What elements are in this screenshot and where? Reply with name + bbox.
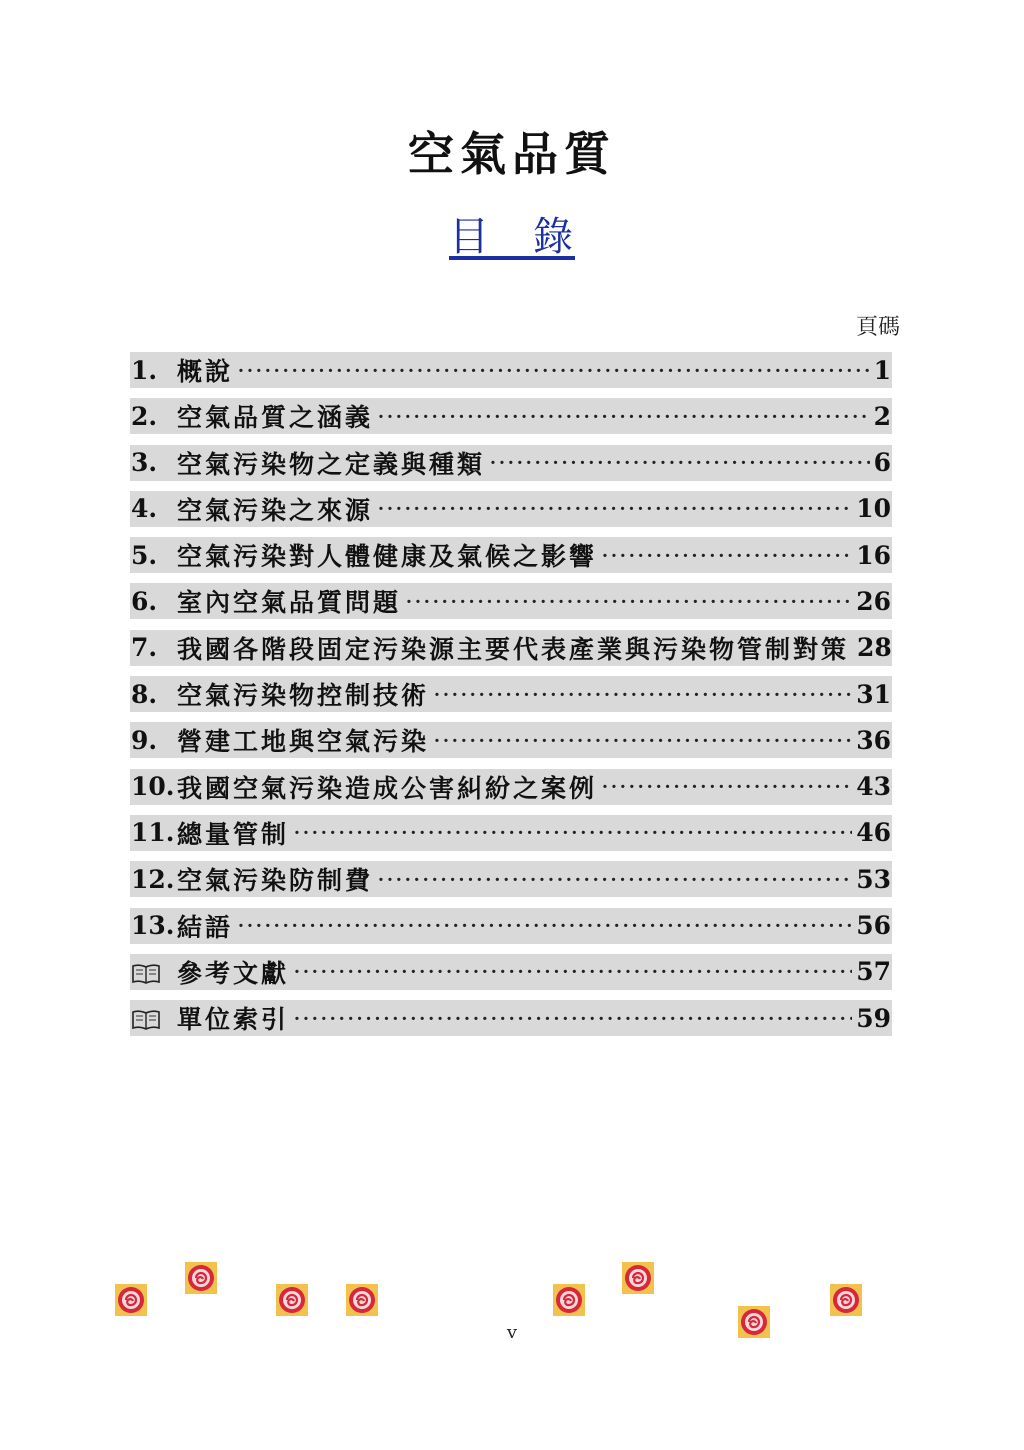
- dot-leader: [293, 818, 852, 847]
- toc-row[interactable]: [130, 722, 892, 758]
- dot-leader: [293, 1004, 852, 1033]
- toc-title: 營建工地與空氣污染: [177, 727, 430, 757]
- dot-leader: [237, 911, 852, 940]
- toc-title: 空氣污染防制費: [177, 866, 374, 896]
- toc-page-number: 43: [856, 772, 891, 802]
- toc-number: 9.: [131, 725, 158, 755]
- toc-number: 10.: [131, 772, 175, 802]
- toc-number: 2.: [131, 401, 158, 431]
- toc-number: 11.: [131, 818, 175, 848]
- toc-page-number: 16: [856, 540, 891, 570]
- toc-number: 1.: [131, 355, 158, 385]
- toc-row[interactable]: [130, 537, 892, 573]
- spiral-icon: [115, 1284, 147, 1316]
- toc-title: 空氣品質之涵義: [177, 403, 374, 433]
- toc-title: 我國各階段固定污染源主要代表產業與污染物管制對策: [177, 634, 850, 664]
- toc-row[interactable]: [130, 769, 892, 805]
- book-icon: [131, 963, 161, 985]
- toc-title: 空氣污染物控制技術: [177, 681, 430, 711]
- toc-row[interactable]: [130, 815, 892, 851]
- dot-leader: [377, 402, 870, 431]
- toc-title: 結語: [177, 912, 234, 942]
- toc-heading-wrapper: [0, 205, 1024, 262]
- dot-leader: [377, 865, 852, 894]
- spiral-icon: [553, 1284, 585, 1316]
- toc-title: 參考文獻: [177, 958, 290, 988]
- toc-number: [130, 957, 177, 986]
- toc-title: 空氣污染對人體健康及氣候之影響: [177, 542, 598, 572]
- toc-row[interactable]: [130, 398, 892, 434]
- toc-row[interactable]: [130, 861, 892, 897]
- toc-page-number: 53: [856, 864, 891, 894]
- toc-page-number: 46: [856, 818, 891, 848]
- toc-title: 總量管制: [177, 819, 290, 849]
- dot-leader: [601, 772, 852, 801]
- toc-title: 單位索引: [177, 1005, 290, 1035]
- toc-title: 室內空氣品質問題: [177, 588, 402, 618]
- toc-row[interactable]: [130, 491, 892, 527]
- toc-page-number: 6: [873, 448, 891, 478]
- toc-title: 我國空氣污染造成公害糾紛之案例: [177, 773, 598, 803]
- toc-row[interactable]: [130, 676, 892, 712]
- spiral-icon: [185, 1262, 217, 1294]
- toc-row[interactable]: [130, 954, 892, 990]
- toc-number: 3.: [131, 448, 158, 478]
- toc-number: 5.: [131, 540, 158, 570]
- toc-row[interactable]: [130, 583, 892, 619]
- toc-title: 概說: [177, 357, 234, 386]
- toc-title: 空氣污染物之定義與種類: [177, 449, 486, 479]
- toc-number: 8.: [131, 679, 158, 709]
- toc-row[interactable]: [130, 1000, 892, 1036]
- toc-title: 空氣污染之來源: [177, 495, 374, 525]
- toc-heading: 目 錄: [449, 214, 575, 260]
- toc-row[interactable]: [130, 352, 892, 388]
- dot-leader: [237, 356, 870, 385]
- toc-row[interactable]: [130, 445, 892, 481]
- dot-leader: [293, 957, 852, 986]
- dot-leader: [601, 541, 852, 570]
- toc-page-number: 59: [856, 1003, 891, 1033]
- toc-page-number: 56: [856, 911, 891, 941]
- toc-list: [130, 352, 892, 1046]
- toc-number: 13.: [131, 911, 175, 941]
- dot-leader: [433, 680, 852, 709]
- toc-row[interactable]: [130, 908, 892, 944]
- toc-page-number: 1: [873, 355, 891, 385]
- dot-leader: [433, 726, 852, 755]
- toc-number: 7.: [131, 633, 158, 663]
- dot-leader: [377, 494, 852, 523]
- spiral-icon: [346, 1284, 378, 1316]
- toc-page-number: 57: [856, 957, 891, 987]
- toc-page-number: 2: [873, 401, 891, 431]
- spiral-icon: [830, 1284, 862, 1316]
- page-number: v: [506, 1322, 518, 1343]
- toc-number: 4.: [131, 494, 158, 524]
- toc-page-number: 28: [857, 633, 892, 663]
- toc-row[interactable]: [130, 630, 892, 666]
- book-icon: [131, 1009, 161, 1031]
- toc-number: 6.: [131, 586, 158, 616]
- toc-number: [130, 1004, 177, 1033]
- toc-page-number: 26: [856, 586, 891, 616]
- toc-page-number: 36: [856, 725, 891, 755]
- toc-page-number: 31: [856, 679, 891, 709]
- page-column-label: 頁碼: [856, 315, 901, 340]
- toc-number: 12.: [131, 864, 175, 894]
- dot-leader: [489, 448, 870, 477]
- book-title: 空氣品質: [408, 127, 616, 181]
- dot-leader: [405, 587, 852, 616]
- spiral-icon: [622, 1262, 654, 1294]
- spiral-icon: [276, 1284, 308, 1316]
- toc-page-number: 10: [856, 494, 891, 524]
